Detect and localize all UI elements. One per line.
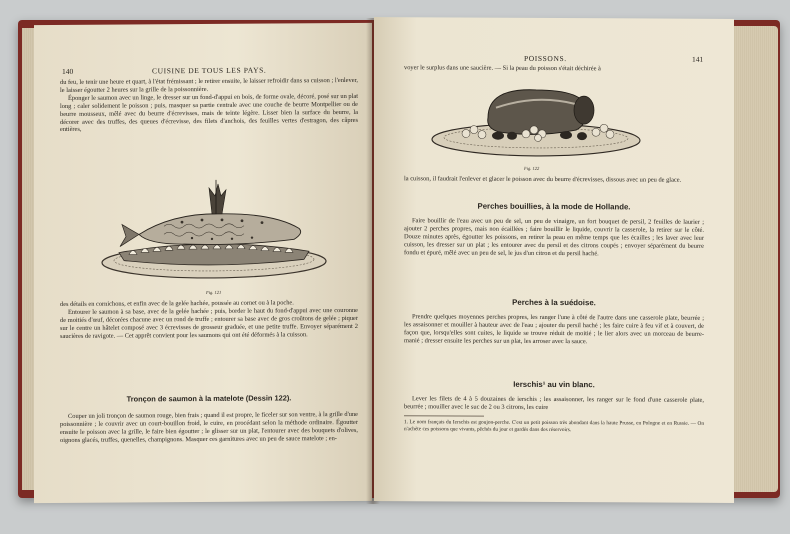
footnote-rule xyxy=(404,415,484,416)
right-paragraph-2: la cuisson, il faudrait l'enlever et glacer le poisson avec du beurre d'écrevisses, dissous avec un peu de glace. xyxy=(404,175,682,184)
left-text-bottom xyxy=(60,411,358,445)
left-text-middle xyxy=(60,299,358,341)
left-paragraph-1: du feu, le tenir une heure et quart, à l'état frémissant ; le retirer ensuite, le laisser refroidir dans sa cuisson ; l'enlever, le laisser égoutter 2 heures sur la grille de la poissonnière. xyxy=(60,76,358,94)
right-paragraph-1: voyer le surplus dans une saucière. — Si la peau du poisson s'était déchirée à xyxy=(404,64,601,73)
left-paragraph-3: des détails en cornichons, et enfin avec de la gelée hachée, poussée au cornet ou à la poche. xyxy=(60,299,294,308)
right-section-3-body xyxy=(404,395,704,412)
right-section-3-text: Lever les filets de 4 à 5 douzaines de ierschis ; les assaisonner, les ranger sur le fond d'une casserole plate, beurrée ; mouiller avec le suc de 2 ou 3 citrons, les cuire xyxy=(404,395,704,411)
fish-on-platter-illustration xyxy=(426,77,646,168)
right-footnote: 1. Le nom français du Ierschis est goujon-perche. C'est un petit poisson très abondant dans la haute Prusse, en Pologne et en Russie. — On n'achète ces poissons que vivants, pêchés du jour et gardés dans des réservoirs. xyxy=(404,419,704,433)
right-page xyxy=(374,17,734,503)
right-section-1-text: Faire bouillir de l'eau avec un peu de sel, un peu de vinaigre, un fort bouquet de persil, 2 feuilles de laurier ; ajouter 2 perches propres, mais non écaillées ; faire bouillir le liquide, couvrir la casserole, la retirer sur le côté. Douze minutes après, égoutter les poissons, en retirer la peau en même temps que les écailles ; les laver avec leur cuisson, les dresser sur un plat ; les entourer avec du persil et des citrons coupés ; envoyer séparément du beurre fondu et épuré, mêlé avec un peu de sel, le jus d'un citron et du persil haché. xyxy=(404,217,704,257)
salmon-illustration xyxy=(94,173,334,290)
right-section-1-title: Perches bouillies, à la mode de Hollande. xyxy=(477,201,631,212)
left-page xyxy=(34,23,372,503)
left-page-number: 140 xyxy=(62,66,74,76)
right-running-head: POISSONS. xyxy=(524,53,567,64)
left-paragraph-4: Entourer le saumon à sa base, avec de la gelée hachée ; puis, border le haut du fond-d'appui avec une couronne de moitiés d'œuf, décorées chacune avec un rond de truffe ; entourer sa base avec de gros croûtons de gelée ; piquer sur le centre un hâtelet composé avec 3 écrevisses de grosseur graduée, et une petite truffe. Envoyer séparément 2 saucières de ravigote. — Cet apprêt convient pour les saumons qui ont été déformés à la cuisson. xyxy=(60,306,358,340)
right-figure-caption: Fig. 122 xyxy=(524,165,540,171)
left-text-top xyxy=(60,77,358,134)
left-figure-caption: Fig. 121 xyxy=(206,289,222,295)
right-section-2-body xyxy=(404,313,704,346)
right-section-3-title: Ierschis¹ au vin blanc. xyxy=(513,379,595,390)
right-page-number: 141 xyxy=(692,54,704,64)
left-section-title: Tronçon de saumon à la matelote (Dessin 122). xyxy=(126,393,292,404)
left-paragraph-2: Éponger le saumon avec un linge, le dresser sur un fond-d'appui en bois, de forme ovale, décoré, posé sur un plat long ; caler solidement le poisson ; puis, masquer sa partie centrale avec une couche de beurre Montpellier ou de beurre mousseux, mêlé avec du beurre d'écrevisses, mais de teinte légère. Lisser bien la surface du beurre, la décorer avec des truffes, des queues d'écrevisse, des filets d'anchois, des feuilles vertes d'estragon, des câpres entières, xyxy=(60,92,358,134)
right-section-2-text: Prendre quelques moyennes perches propres, les ranger l'une à côté de l'autre dans une casserole plate, beurrée ; les assaisonner et mouiller à hauteur avec de l'eau ; ajouter du persil haché ; les faire cuire à feu vif et à couvert, de façon que, lorsqu'elles sont cuites, le liquide se trouve réduit de moitié ; le lier alors avec un morceau de beurre-manié ; dresser ensuite les perches sur un plat, les arroser avec la sauce. xyxy=(404,313,704,345)
left-paragraph-5: Couper un joli tronçon de saumon rouge, bien frais ; quand il est propre, le ficeler sur son ventre, à la grille d'une poissonnière ; le couvrir avec un court-bouillon froid, le cuire, en procédant selon la méthode ordinaire. Égoutter ensuite le poisson avec la grille, le faire bien égoutter ; le glisser sur un plat, l'entourer avec des bouquets d'olives, oignons glacés, truffes, quenelles, champignons. Masquer ces garnitures avec un peu de sauce matelote ; en- xyxy=(60,410,358,444)
left-running-head: CUISINE DE TOUS LES PAYS. xyxy=(152,65,267,76)
right-section-2-title: Perches à la suédoise. xyxy=(512,297,596,308)
right-section-1-body xyxy=(404,217,704,258)
right-text-top xyxy=(404,64,704,73)
right-text-intro xyxy=(404,175,704,184)
